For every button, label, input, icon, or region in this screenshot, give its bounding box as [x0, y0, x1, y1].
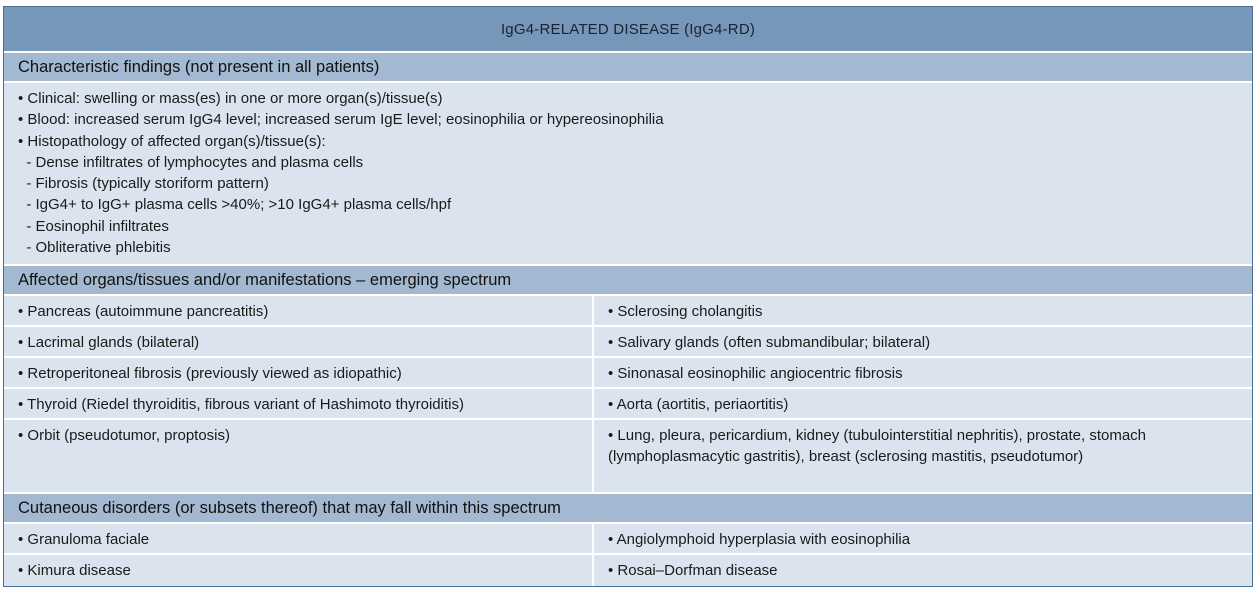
finding-subline: - Obliterative phlebitis: [18, 239, 171, 257]
organ-cell: • Sclerosing cholangitis: [594, 296, 1252, 327]
finding-line: • Histopathology of affected organ(s)/tissue(s):: [18, 132, 326, 150]
organ-cell: • Lacrimal glands (bilateral): [4, 327, 594, 358]
cutaneous-cell: • Kimura disease: [4, 555, 594, 586]
table-title: IgG4-RELATED DISEASE (IgG4-RD): [4, 7, 1252, 53]
organ-cell: • Salivary glands (often submandibular; bilateral): [594, 327, 1252, 358]
organ-cell: • Sinonasal eosinophilic angiocentric fibrosis: [594, 358, 1252, 389]
cutaneous-cell: • Angiolymphoid hyperplasia with eosinophilia: [594, 524, 1252, 555]
organs-grid: [4, 296, 1252, 494]
organ-cell: • Lung, pleura, pericardium, kidney (tubulointerstitial nephritis), prostate, stomach (lymphoplasmacytic gastritis), breast (sclerosing mastitis, pseudotumor): [594, 420, 1252, 494]
organ-cell: • Orbit (pseudotumor, proptosis): [4, 420, 594, 494]
organ-cell: • Aorta (aortitis, periaortitis): [594, 389, 1252, 420]
igg4-rd-table: [3, 6, 1253, 587]
cutaneous-grid: [4, 524, 1252, 586]
organs-heading: Affected organs/tissues and/or manifestations – emerging spectrum: [4, 266, 1252, 296]
finding-subline: - IgG4+ to IgG+ plasma cells >40%; >10 IgG4+ plasma cells/hpf: [18, 196, 452, 214]
cutaneous-cell: • Rosai–Dorfman disease: [594, 555, 1252, 586]
organ-cell: • Thyroid (Riedel thyroiditis, fibrous variant of Hashimoto thyroiditis): [4, 389, 594, 420]
cutaneous-heading: Cutaneous disorders (or subsets thereof) that may fall within this spectrum: [4, 494, 1252, 524]
organ-cell: • Retroperitoneal fibrosis (previously viewed as idiopathic): [4, 358, 594, 389]
findings-heading: Characteristic findings (not present in all patients): [4, 53, 1252, 83]
organ-cell: • Pancreas (autoimmune pancreatitis): [4, 296, 594, 327]
finding-line: • Clinical: swelling or mass(es) in one or more organ(s)/tissue(s): [18, 90, 443, 107]
finding-subline: - Eosinophil infiltrates: [18, 217, 169, 235]
findings-list: [4, 83, 1252, 266]
cutaneous-cell: • Granuloma faciale: [4, 524, 594, 555]
finding-subline: - Fibrosis (typically storiform pattern): [18, 175, 269, 193]
finding-line: • Blood: increased serum IgG4 level; increased serum IgE level; eosinophilia or hypereosinophilia: [18, 111, 664, 129]
finding-subline: - Dense infiltrates of lymphocytes and plasma cells: [18, 153, 364, 171]
